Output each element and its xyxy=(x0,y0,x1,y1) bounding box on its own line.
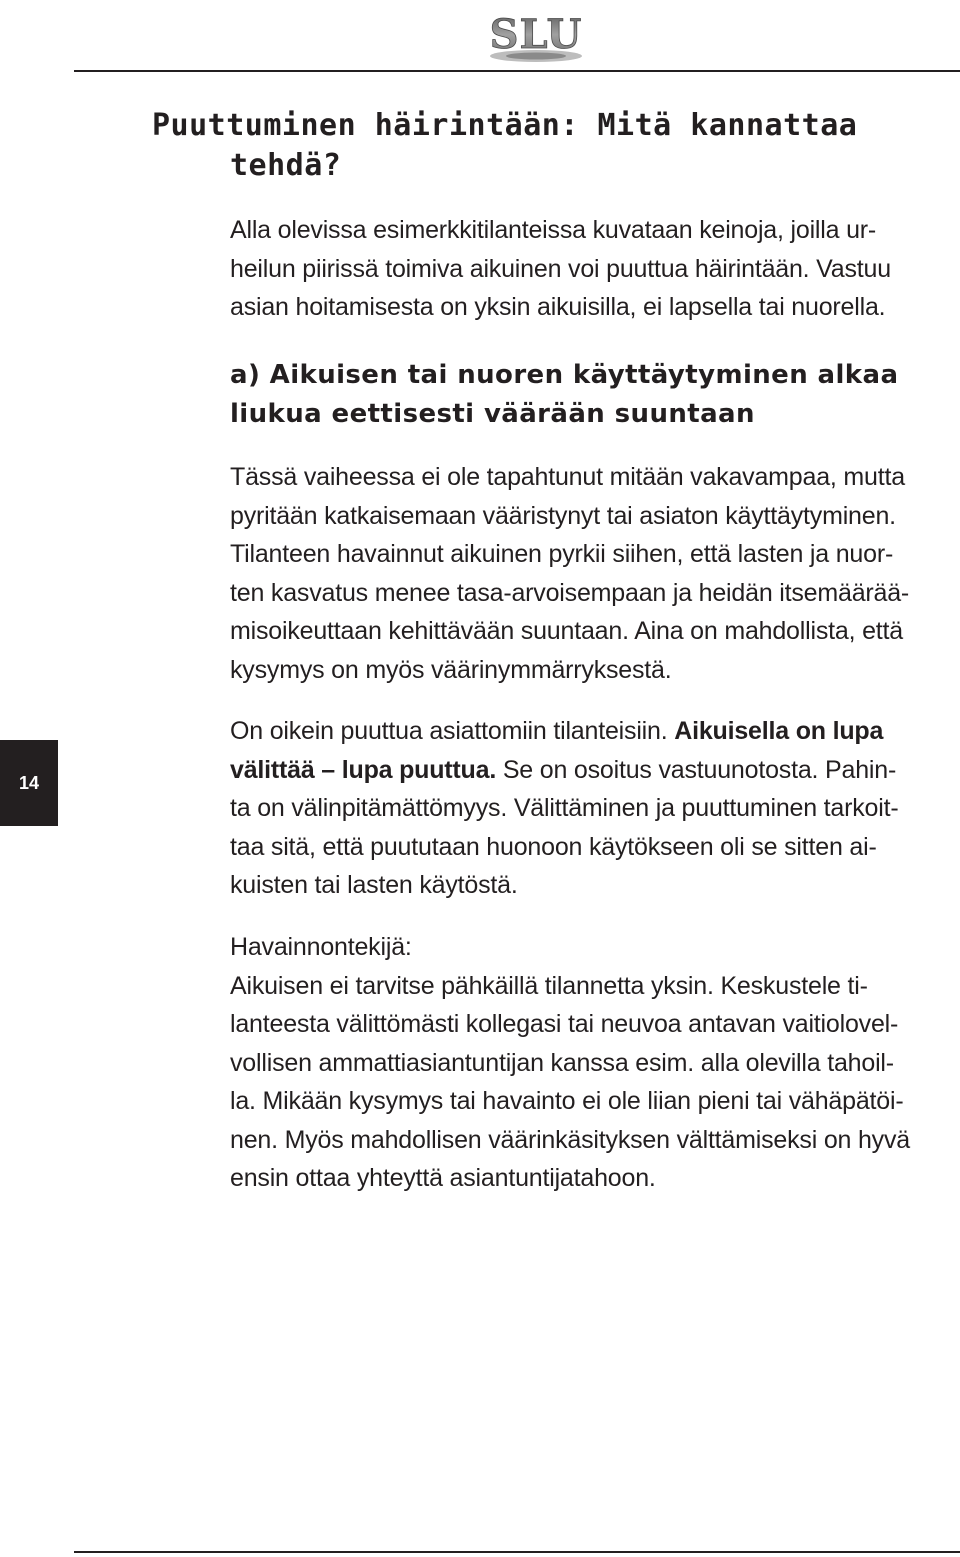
observer-section xyxy=(230,928,956,1198)
page-number: 14 xyxy=(0,740,58,826)
paragraph-line xyxy=(230,712,956,751)
intro-paragraph xyxy=(230,211,956,327)
paragraph-line: nen. Myös mahdollisen väärinkäsityksen välttämiseksi on hyvä xyxy=(230,1125,910,1154)
emphasis-text: välittää – lupa puuttua. xyxy=(230,755,497,784)
paragraph-line: ta on välinpitämättömyys. Välittäminen ja puuttuminen tarkoit- xyxy=(230,794,899,822)
section-a-paragraph-2 xyxy=(230,712,956,905)
intro-line: heilun piirissä toimiva aikuinen voi puuttua häirintään. Vastuu xyxy=(230,254,891,283)
top-rule xyxy=(74,70,960,72)
paragraph-line: taa sitä, että puututaan huonoon käytökseen oli se sitten ai- xyxy=(230,832,877,861)
section-a-heading-line-1: a) Aikuisen tai nuoren käyttäytyminen alkaa xyxy=(230,360,899,390)
intro-line: Alla olevissa esimerkkitilanteissa kuvataan keinoja, joilla ur- xyxy=(230,216,877,244)
slu-logo xyxy=(484,6,588,64)
slu-logo-text: SLU xyxy=(489,11,583,58)
paragraph-line: ensin ottaa yhteyttä asiantuntijatahoon. xyxy=(230,1164,656,1192)
paragraph-line: vollisen ammattiasiantuntijan kanssa esim. alla olevilla tahoil- xyxy=(230,1048,894,1077)
paragraph-line: Tässä vaiheessa ei ole tapahtunut mitään vakavampaa, mutta xyxy=(230,463,905,491)
section-a-paragraph-1 xyxy=(230,458,956,689)
paragraph-text: On oikein puuttua asiattomiin tilanteisiin. xyxy=(230,717,675,745)
intro-line: asian hoitamisesta on yksin aikuisilla, ei lapsella tai nuorella. xyxy=(230,293,886,321)
observer-label: Havainnontekijä: xyxy=(230,933,412,961)
paragraph-line: Aikuisen ei tarvitse pähkäillä tilannetta yksin. Keskustele ti- xyxy=(230,971,868,1000)
title-line-1: Puuttuminen häirintään: Mitä kannattaa xyxy=(152,108,858,143)
paragraph-line: kuisten tai lasten käytöstä. xyxy=(230,871,518,899)
page-title xyxy=(152,106,952,186)
emphasis-text: Aikuisella on lupa xyxy=(674,717,884,745)
paragraph-line: la. Mikään kysymys tai havainto ei ole liian pieni tai vähäpätöi- xyxy=(230,1087,904,1115)
paragraph-text: Se on osoitus vastuunotosta. Pahin- xyxy=(496,755,897,784)
title-line-2: tehdä? xyxy=(230,148,342,183)
paragraph-line: lanteesta välittömästi kollegasi tai neuvoa antavan vaitiolovel- xyxy=(230,1010,899,1038)
paragraph-line xyxy=(230,751,956,790)
paragraph-line: Tilanteen havainnut aikuinen pyrkii siihen, että lasten ja nuor- xyxy=(230,540,894,568)
paragraph-line: misoikeuttaan kehittävään suuntaan. Aina on mahdollista, että xyxy=(230,617,903,645)
paragraph-line: ten kasvatus menee tasa-arvoisempaan ja heidän itsemäärää- xyxy=(230,578,910,607)
paragraph-line: kysymys on myös väärinymmärryksestä. xyxy=(230,655,672,684)
paragraph-line: pyritään katkaisemaan vääristynyt tai asiaton käyttäytyminen. xyxy=(230,501,896,530)
section-a-heading-line-2: liukua eettisesti väärään suuntaan xyxy=(230,399,755,429)
bottom-rule xyxy=(74,1551,960,1553)
section-a-heading xyxy=(230,356,930,434)
